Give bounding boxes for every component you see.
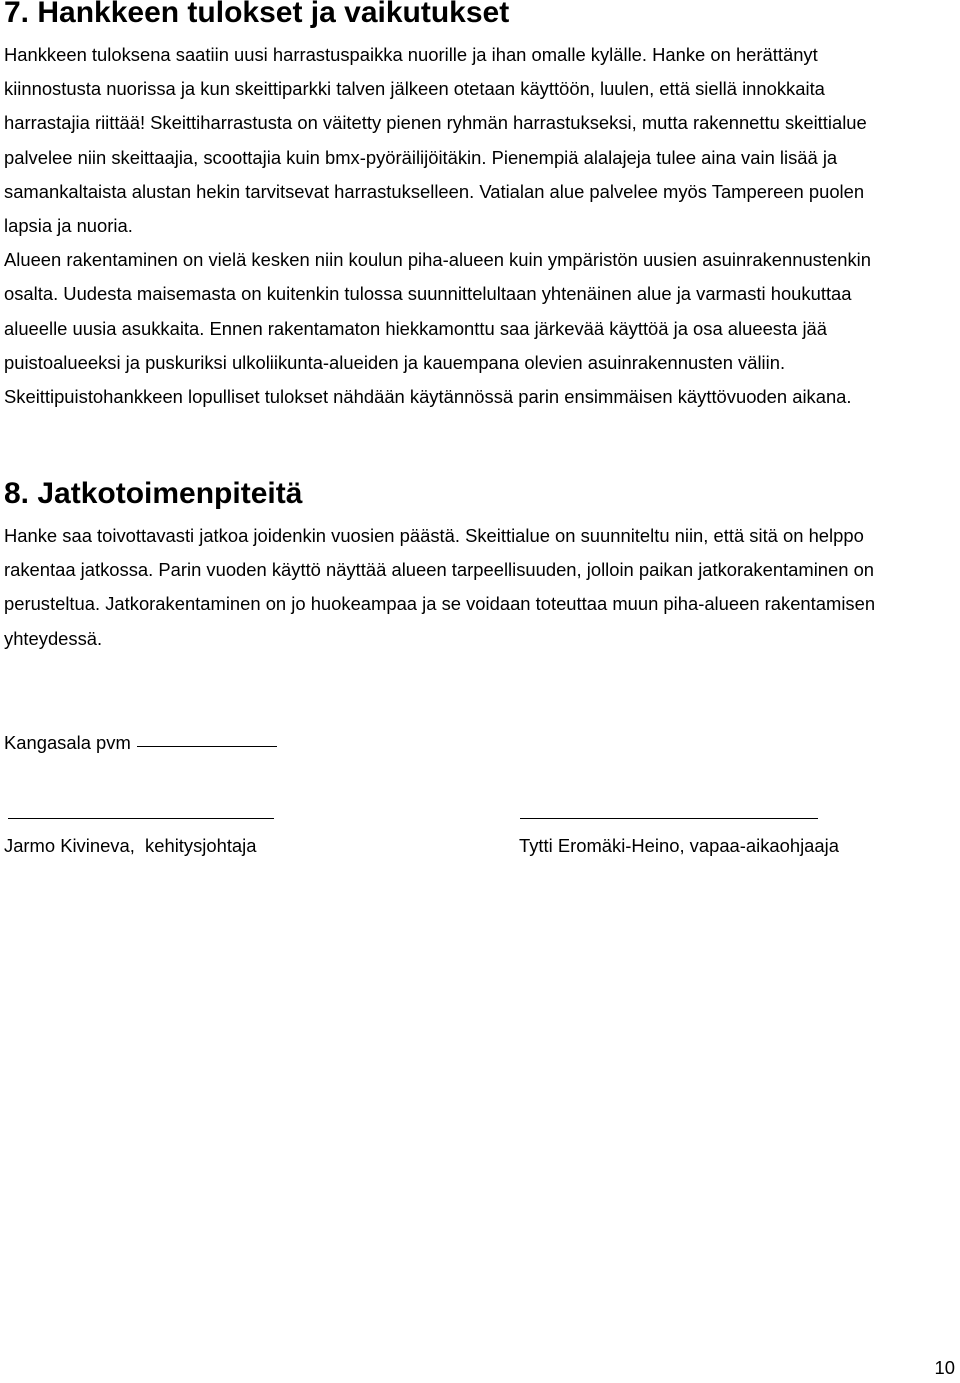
paragraph-line: Alueen rakentaminen on vielä kesken niin koulun piha-alueen kuin ympäristön uusien asuinrakennustenkin [4, 249, 871, 271]
paragraph-line: alueelle uusia asukkaita. Ennen rakentamaton hiekkamonttu saa järkevää käyttöä ja osa alueesta jää [4, 317, 827, 339]
signature-line-left [8, 818, 274, 819]
paragraph-line: harrastajia riittää! Skeittiharrastusta on väitetty pienen ryhmän harrastukseksi, mutta rakennettu skeittialue [4, 112, 867, 134]
section-8-body [4, 519, 956, 656]
signature-line-right [520, 818, 818, 819]
date-row [4, 726, 277, 760]
signatory-left: Jarmo Kivineva, kehitysjohtaja [4, 835, 257, 856]
paragraph-line: palvelee niin skeittaajia, scoottajia kuin bmx-pyöräilijöitäkin. Pienempiä alalajeja tulee aina vain lisää ja [4, 146, 838, 168]
paragraph-line: Skeittipuistohankkeen lopulliset tulokset nähdään käytännössä parin ensimmäisen käyttövuoden aikana. [4, 386, 852, 408]
paragraph-line: lapsia ja nuoria. [4, 215, 133, 237]
date-label: Kangasala pvm [4, 732, 131, 753]
paragraph-line: kiinnostusta nuorissa ja kun skeittiparkki talven jälkeen otetaan käyttöön, luulen, että siellä innokkaita [4, 78, 825, 100]
paragraph-line: perusteltua. Jatkorakentaminen on jo huokeampaa ja se voidaan toteuttaa muun piha-alueen rakentamisen [4, 593, 876, 615]
paragraph-line: samankaltaista alustan hekin tarvitsevat harrastukselleen. Vatialan alue palvelee myös Tampereen puolen [4, 180, 865, 202]
paragraph-line: yhteydessä. [4, 627, 103, 649]
date-blank-line [137, 745, 277, 747]
signatory-right: Tytti Eromäki-Heino, vapaa-aikaohjaaja [519, 835, 839, 856]
section-8-heading: 8. Jatkotoimenpiteitä [4, 477, 303, 510]
paragraph-line: osalta. Uudesta maisemasta on kuitenkin tulossa suunnittelultaan yhtenäinen alue ja varmasti houkuttaa [4, 283, 852, 305]
paragraph-line: puistoalueeksi ja puskuriksi ulkoliikunta-alueiden ja kauempana olevien asuinrakennusten väliin. [4, 351, 786, 373]
paragraph-line: Hankkeen tuloksena saatiin uusi harrastuspaikka nuorille ja ihan omalle kylälle. Hanke on herättänyt [4, 44, 818, 65]
section-7-heading: 7. Hankkeen tulokset ja vaikutukset [4, 0, 510, 29]
section-7-body [4, 38, 956, 414]
page-number: 10 [934, 1357, 955, 1378]
paragraph-line: rakentaa jatkossa. Parin vuoden käyttö näyttää alueen tarpeellisuuden, jolloin paikan jatkorakentaminen on [4, 559, 875, 581]
paragraph-line: Hanke saa toivottavasti jatkoa joidenkin vuosien päästä. Skeittialue on suunniteltu niin, että sitä on helppo [4, 525, 864, 546]
